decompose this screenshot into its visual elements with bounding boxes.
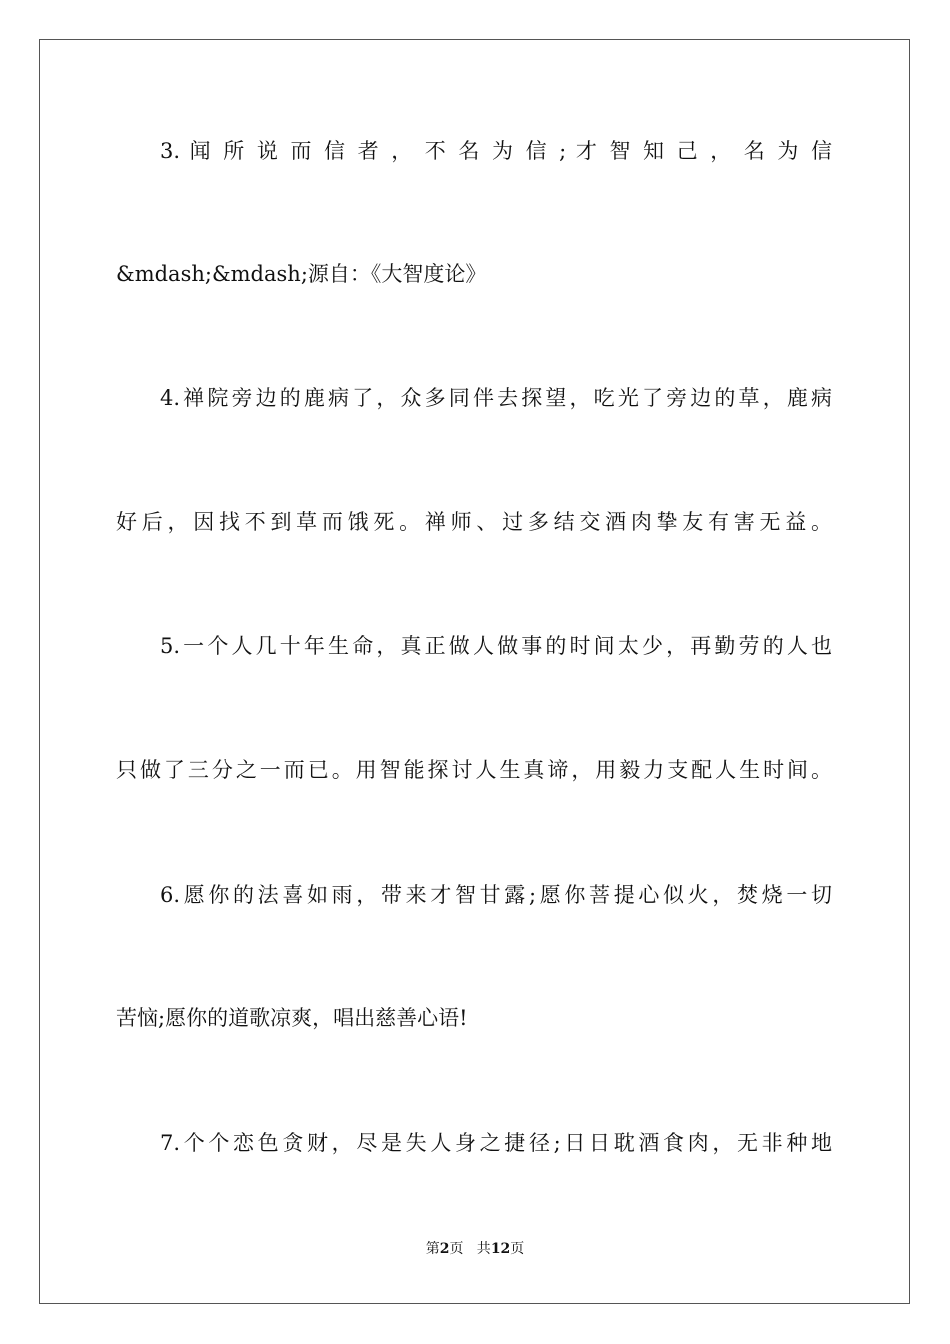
footer-suffix: 页 [510, 1241, 525, 1257]
paragraph-3-line-1: 3. 闻 所 说 而 信 者 ， 不 名 为 信 ; 才 智 知 己 ， 名 为 信 [160, 139, 832, 163]
paragraph-3-line-2: &mdash;&mdash;源自：《大智度论》 [116, 262, 487, 286]
footer-page-number: 2 [439, 1241, 450, 1257]
paragraph-6-line-2: 苦恼;愿你的道歌凉爽，唱出慈善心语! [116, 1006, 468, 1030]
page-footer [0, 1240, 950, 1258]
footer-mid: 页 共 [449, 1241, 491, 1257]
paragraph-6-line-1: 6.愿你的法喜如雨，带来才智甘露;愿你菩提心似火，焚烧一切 [160, 883, 832, 907]
footer-total-pages: 12 [490, 1241, 511, 1257]
paragraph-7-line-1: 7.个个恋色贪财，尽是失人身之捷径;日日耽酒食肉，无非种地 [160, 1131, 832, 1155]
paragraph-5-line-2: 只做了三分之一而已。用智能探讨人生真谛，用毅力支配人生时间。 [116, 758, 832, 782]
paragraph-4-line-1: 4.禅院旁边的鹿病了，众多同伴去探望，吃光了旁边的草，鹿病 [160, 386, 832, 410]
paragraph-4-line-2: 好后，因找不到草而饿死。禅师、过多结交酒肉挚友有害无益。 [116, 510, 832, 534]
paragraph-5-line-1: 5.一个人几十年生命，真正做人做事的时间太少，再勤劳的人也 [160, 634, 832, 658]
page-border [39, 39, 910, 1304]
footer-prefix: 第 [425, 1241, 440, 1257]
